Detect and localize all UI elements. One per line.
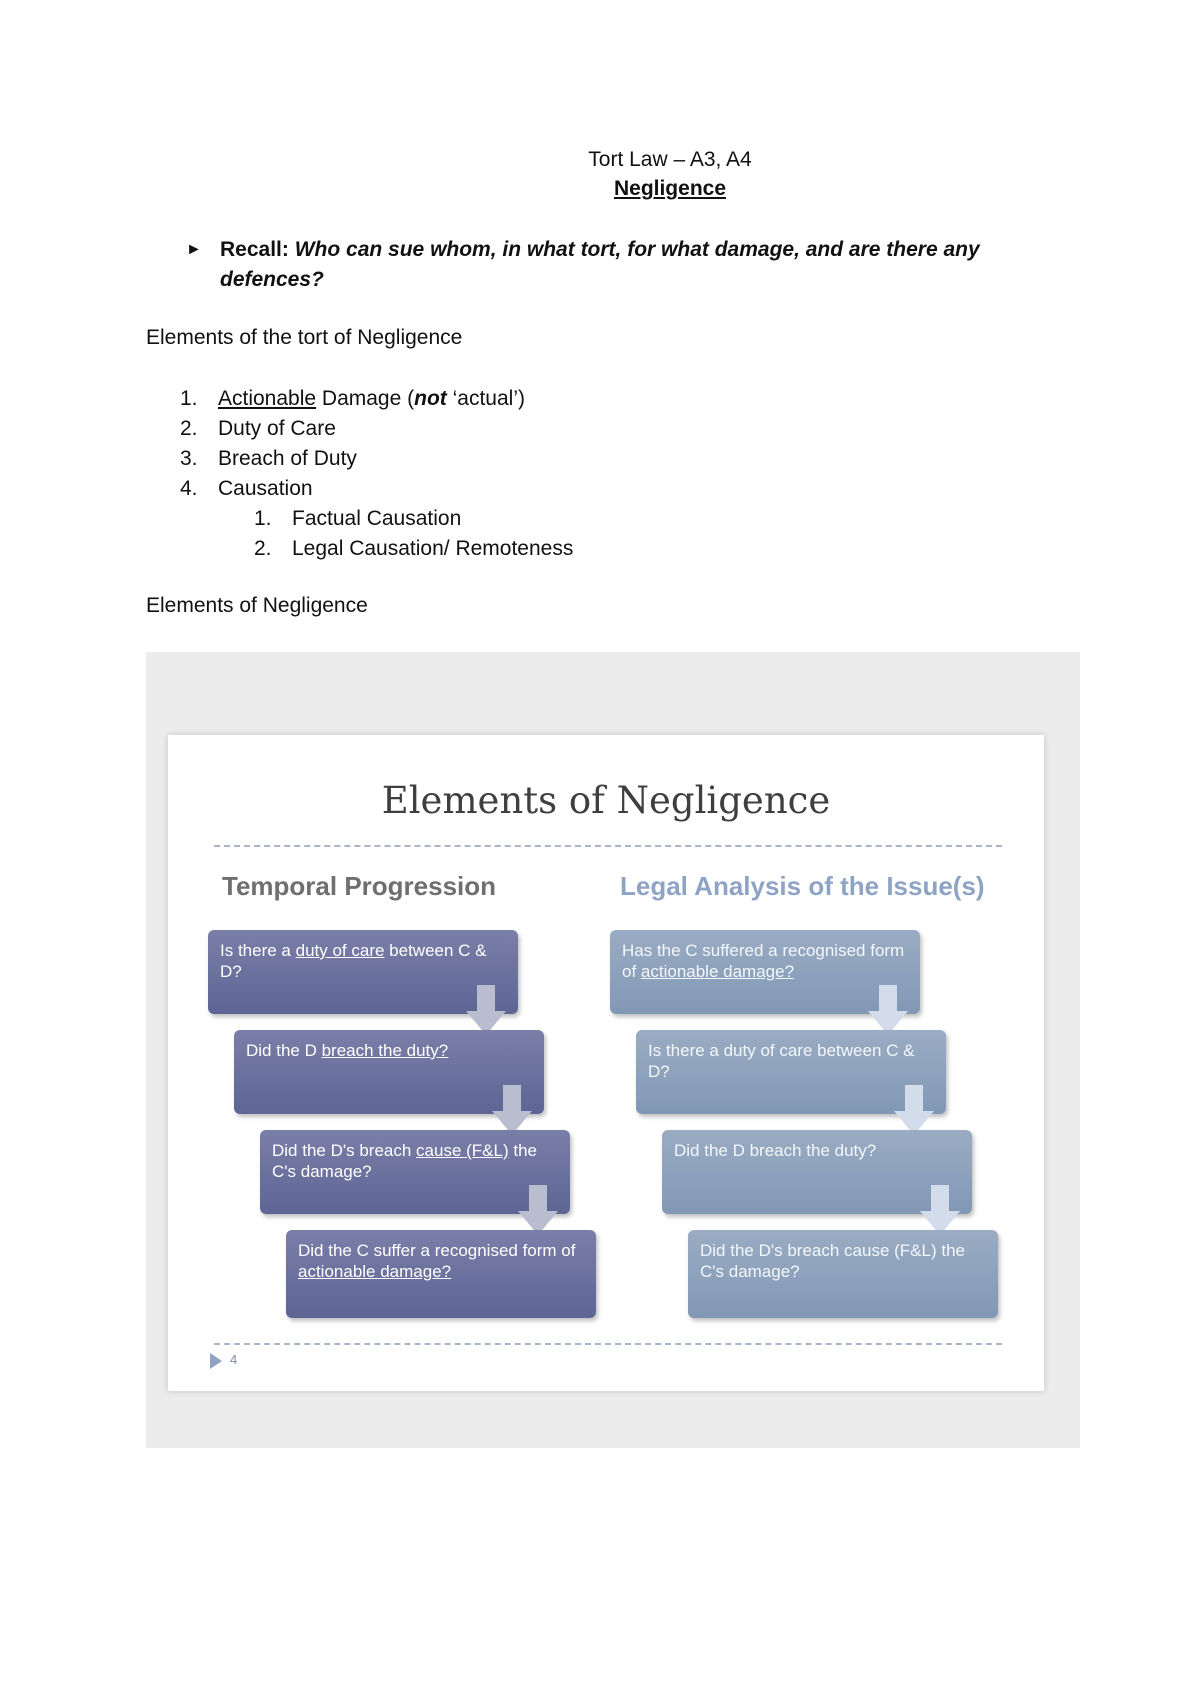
slide-divider [214, 845, 1002, 847]
document-subtitle: Negligence [613, 177, 727, 200]
down-arrow-icon [894, 1085, 934, 1135]
flow-box-left-3: Did the D's breach cause (F&L) the C's damage? [260, 1130, 570, 1214]
section-label-elements: Elements of Negligence [146, 594, 368, 617]
flow-box-right-4: Did the D's breach cause (F&L) the C's damage? [688, 1230, 998, 1318]
down-arrow-icon [518, 1185, 558, 1235]
down-arrow-icon [466, 985, 506, 1035]
slide-footer-divider [214, 1343, 1002, 1345]
slide-marker-icon [210, 1353, 222, 1369]
arrow-bullet-icon: ► [186, 241, 202, 258]
right-column-heading: Legal Analysis of the Issue(s) [620, 871, 985, 901]
down-arrow-icon [920, 1185, 960, 1235]
embedded-slide [168, 735, 1044, 1391]
flow-box-right-1: Has the C suffered a recognised form of actionable damage? [610, 930, 920, 1014]
slide-title: Elements of Negligence [381, 779, 831, 822]
slide-page-number: 4 [210, 1352, 237, 1369]
document-page: Tort Law – A3, A4 Negligence ► Recall: Who can sue whom, in what tort, for what damage, and are there any defences? Elements of the tort of Negligence 1. Actionable Damage (not ‘actual’) 2. Duty of Care 3. Breach of Duty 4. Causation 1. Factual Causation 2. Legal Causation/ Remoteness Elements of Negligence Elements of Negligence Temporal Progression Legal Analysis of the Issue(s) Is there a duty of care between C & D? Did the D breach the duty? Did the D's breach cause (F&L) the C's damage? Did the C suffer a recognised form of actionable damage? Has the C suffered a recognised form of actionable damage? Is there a duty of care between C & D? Did the D breach the duty? Did the D's breach cause (F&L) the C's damage? 4 [0, 0, 1200, 1698]
flow-box-left-2: Did the D breach the duty? [234, 1030, 544, 1114]
down-arrow-icon [492, 1085, 532, 1135]
recall-bullet [186, 235, 1016, 295]
document-title: Tort Law – A3, A4 [588, 148, 752, 171]
left-column-heading: Temporal Progression [222, 871, 497, 901]
flow-box-left-1: Is there a duty of care between C & D? [208, 930, 518, 1014]
flow-box-right-3: Did the D breach the duty? [662, 1130, 972, 1214]
down-arrow-icon [868, 985, 908, 1035]
recall-label: Recall: [220, 238, 289, 261]
flow-box-right-2: Is there a duty of care between C & D? [636, 1030, 946, 1114]
flow-box-left-4: Did the C suffer a recognised form of actionable damage? [286, 1230, 596, 1318]
section-label-elements-tort: Elements of the tort of Negligence [146, 326, 463, 349]
recall-question: Who can sue whom, in what tort, for what damage, and are there any defences? [220, 238, 980, 291]
